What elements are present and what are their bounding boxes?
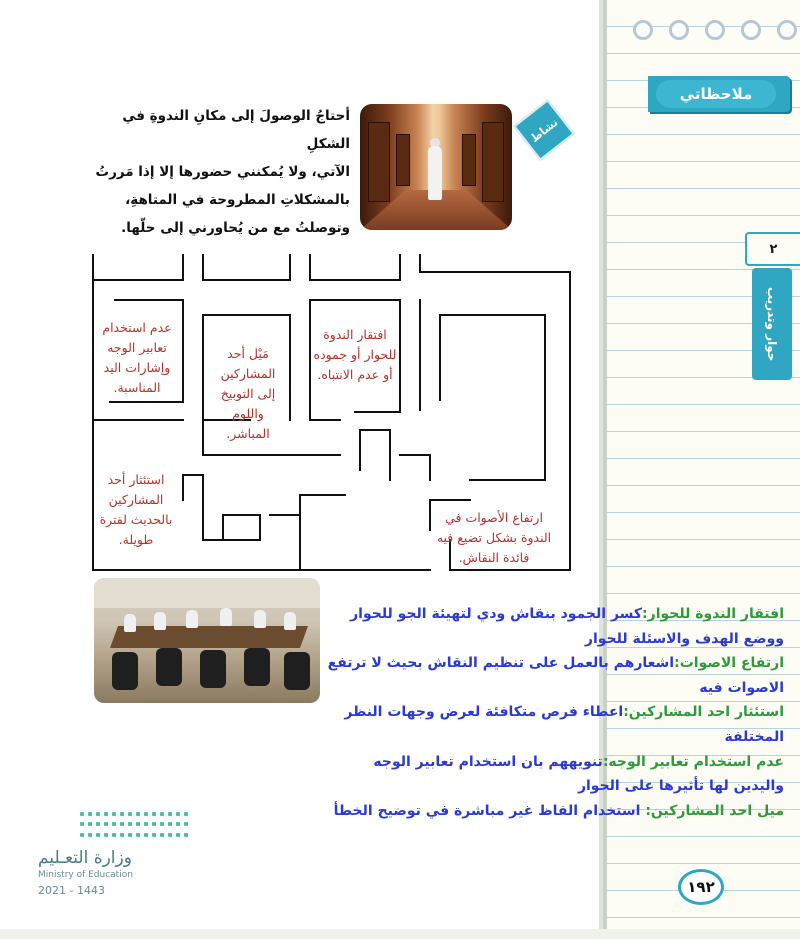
intro-line: وتوصلتُ مع من يُحاورني إلى حلّها. [121, 220, 350, 236]
maze-label: استئثار أحد المشاركين بالحديث لفترة طويلة. [99, 472, 173, 547]
maze-wall [93, 255, 183, 280]
intro-line: الآتي، ولا يُمكنني حضورها إلا إذا مَررتُ [95, 164, 350, 180]
meeting-photo [94, 578, 320, 703]
intro-line: بالمشكلاتِ المطروحة في المتاهةِ، [125, 192, 350, 208]
ministry-logo-icon [80, 812, 180, 842]
ministry-arabic: وزارة التعـليم [38, 848, 132, 868]
answers-block [326, 602, 784, 823]
answer-text: تنويههم بان استخدام تعابير الوجه واليدين لها تأثيرها على الحوار [373, 753, 784, 795]
photo-chair [156, 648, 182, 686]
activity-badge: نشاط [513, 99, 575, 161]
bottom-bar [0, 929, 800, 939]
ring-hole-icon [633, 20, 653, 40]
notes-tab [648, 76, 790, 112]
answer-key: استئثار احد المشاركين: [623, 704, 784, 721]
maze-wall [360, 430, 390, 480]
notes-tab-label: ملاحظاتي [656, 80, 776, 108]
maze-label: افتقار الندوة للحوار أو جموده أو عدم الانتباه. [313, 327, 397, 382]
maze-label: مَيْل أحد المشاركين إلى التوبيخ واللوم المباشر. [220, 346, 276, 441]
answer-item [326, 799, 784, 824]
maze-label: عدم استخدام تعابير الوجه وإشارات اليد المناسبة. [102, 320, 172, 395]
chapter-number: ٢ [745, 232, 800, 266]
answer-item [326, 750, 784, 799]
answer-item [326, 700, 784, 749]
photo-wall [94, 578, 320, 608]
photo-person [284, 612, 296, 630]
maze-wall [400, 455, 430, 480]
ministry-year: 2021 - 1443 [38, 884, 105, 897]
photo-person [254, 610, 266, 628]
photo-person [124, 614, 136, 632]
answer-item [326, 651, 784, 700]
photo-table [110, 626, 308, 648]
ring-hole-icon [741, 20, 761, 40]
maze-wall [420, 255, 440, 272]
ring-hole-icon [777, 20, 797, 40]
photo-chair [200, 650, 226, 688]
maze-wall [183, 475, 260, 540]
photo-chair [244, 648, 270, 686]
answer-item [326, 602, 784, 651]
answer-text: اشعارهم بالعمل على تنظيم النقاش بحيث لا ترتفع الاصوات فيه [327, 655, 784, 696]
photo-person [154, 612, 166, 630]
answer-key: عدم استخدام تعابير الوجه: [602, 753, 784, 770]
maze-label: ارتفاع الأصوات في الندوة بشكل تضيع فيه فائدة النقاش. [436, 510, 552, 565]
answer-text: كسر الجمود بنقاش ودي لتهيئة الجو للحوار ووضع الهدف والاسئلة للحوار [350, 606, 784, 647]
photo-person [186, 610, 198, 628]
maze-wall [203, 255, 290, 280]
maze-wall [223, 515, 260, 540]
photo-chair [112, 652, 138, 690]
answer-text: استخدام الفاظ غير مباشرة في توضيح الخطأ [333, 802, 646, 819]
answer-key: ميل احد المشاركين: [645, 802, 784, 819]
maze-wall [310, 255, 400, 280]
photo-chair [284, 652, 310, 690]
answer-text: اعطاء فرص متكافئة لعرض وجهات النظر المختلفة [344, 704, 784, 745]
photo-person [220, 608, 232, 626]
ring-hole-icon [705, 20, 725, 40]
ring-hole-icon [669, 20, 689, 40]
intro-line: أحتاجُ الوصولَ إلى مكانِ الندوةِ في الشكلِ [122, 108, 350, 152]
side-tab-label: حوار وتدريب [765, 286, 779, 362]
answer-key: ارتفاع الاصوات: [674, 655, 784, 672]
maze-diagram [0, 0, 600, 580]
maze-wall [440, 315, 545, 480]
answer-key: افتقار الندوة للحوار: [642, 606, 784, 622]
page-number: ١٩٢ [678, 869, 724, 905]
ministry-english: Ministry of Education [38, 870, 133, 880]
side-tab [752, 268, 792, 380]
